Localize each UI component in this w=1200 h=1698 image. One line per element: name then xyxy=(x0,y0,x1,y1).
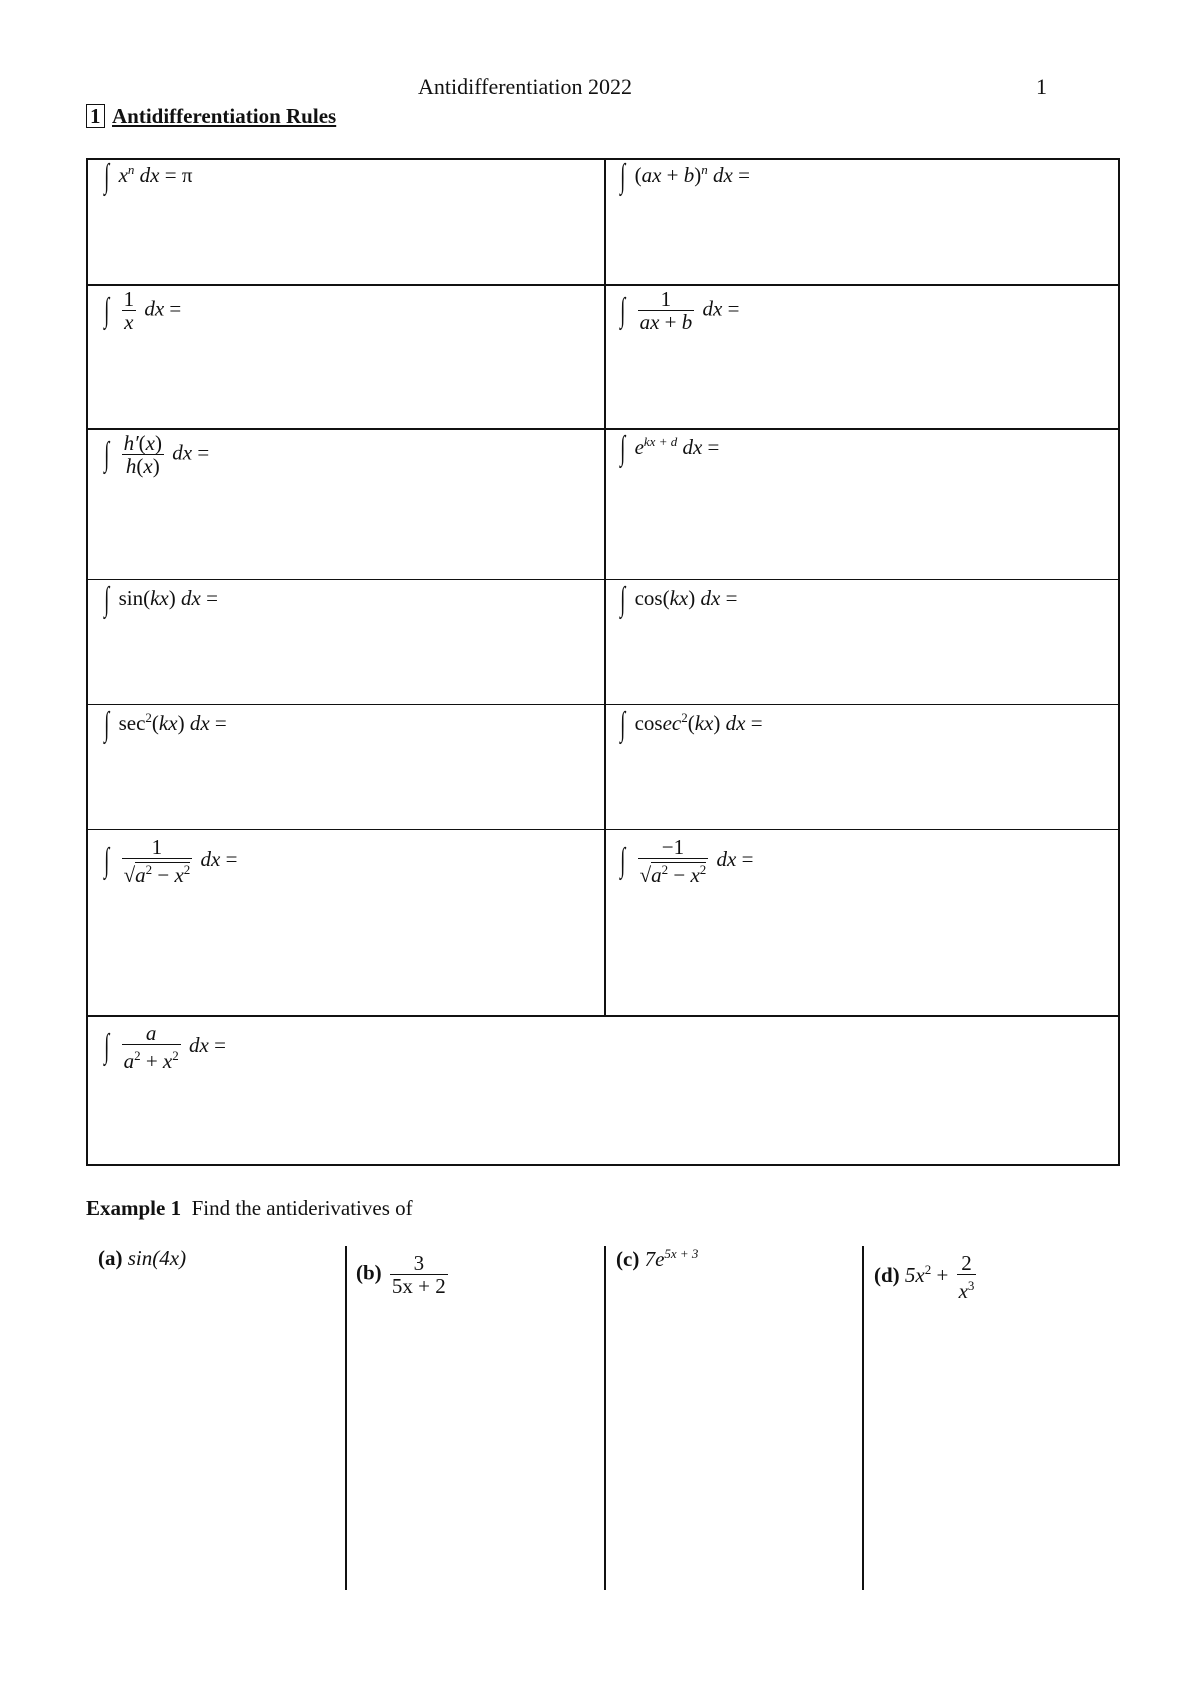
fraction: $\frac{1}{√a^2 - x^2}$ xyxy=(123,835,191,887)
rule-log-derivative: ∫ $\frac{h'(x)}{h(x)}$ dx = xyxy=(104,431,210,478)
table-row-divider xyxy=(88,284,1118,286)
fraction: $\frac{2}{x^3}$ xyxy=(958,1251,975,1303)
example-instructions: Find the antiderivatives of xyxy=(191,1196,413,1220)
rule-power: ∫ $x^n$ dx = π xyxy=(104,158,193,195)
rule-cosecant-squared: ∫ cosec$^2$(kx) dx = xyxy=(620,706,763,743)
integral-sign-icon: ∫ xyxy=(620,158,626,195)
fraction: $\frac{h'(x)}{h(x)}$ xyxy=(123,431,162,478)
fraction: $\frac{1}{x}$ xyxy=(123,287,135,334)
part-expression: sin(4x) xyxy=(127,1246,187,1270)
table-row-divider xyxy=(88,428,1118,430)
integral-sign-icon: ∫ xyxy=(620,291,626,329)
integral-sign-icon: ∫ xyxy=(104,291,110,329)
page-header-title: Antidifferentiation 2022 xyxy=(417,74,633,99)
fraction: $\frac{1}{ax + b}$ xyxy=(639,287,693,334)
example-part-d: (d) $5x^2$ + $\frac{2}{x^3}$ xyxy=(874,1251,975,1303)
integral-sign-icon: ∫ xyxy=(104,435,110,473)
column-divider xyxy=(604,1246,606,1590)
example-part-a xyxy=(98,1246,186,1271)
part-label: (b) xyxy=(356,1260,382,1285)
example-heading xyxy=(86,1196,413,1221)
section-title: Antidifferentiation Rules xyxy=(112,104,337,128)
section-number: 1 xyxy=(86,104,105,128)
integral-sign-icon: ∫ xyxy=(620,706,626,743)
column-divider xyxy=(345,1246,347,1590)
table-row-divider xyxy=(88,579,1118,580)
table-column-divider xyxy=(604,160,606,1017)
rules-table xyxy=(86,158,1120,1166)
integral-sign-icon: ∫ xyxy=(104,842,110,879)
table-row-divider xyxy=(88,1015,1118,1017)
integral-sign-icon: ∫ xyxy=(620,581,626,618)
table-row-divider xyxy=(88,829,1118,830)
integral-sign-icon: ∫ xyxy=(104,1028,110,1065)
rule-reciprocal: ∫ $\frac{1}{x}$ dx = xyxy=(104,287,182,334)
integral-sign-icon: ∫ xyxy=(104,158,110,195)
rule-linear-power: ∫ (ax + b)$^n$ dx = xyxy=(620,158,750,195)
rule-linear-reciprocal: ∫ $\frac{1}{ax + b}$ dx = xyxy=(620,287,740,334)
fraction: $\frac{a}{a^2 + x^2}$ xyxy=(123,1021,179,1073)
page-number: 1 xyxy=(1036,74,1047,99)
rule-exponential: ∫ $e^{kx + d}$ dx = xyxy=(620,430,720,467)
integral-sign-icon: ∫ xyxy=(104,581,110,618)
fraction: $\frac{-1}{√a^2 - x^2}$ xyxy=(639,835,707,887)
rule-arctan: ∫ $\frac{a}{a^2 + x^2}$ dx = xyxy=(104,1021,226,1073)
example-part-b xyxy=(356,1252,451,1297)
integral-sign-icon: ∫ xyxy=(620,842,626,879)
rule-cosine: ∫ cos(kx) dx = xyxy=(620,581,738,618)
part-base: 7e xyxy=(644,1247,665,1271)
column-divider xyxy=(862,1246,864,1590)
integral-sign-icon: ∫ xyxy=(620,430,626,467)
fraction: $\frac{3}{5x + 2}$ xyxy=(391,1251,446,1298)
rule-sine: ∫ sin(kx) dx = xyxy=(104,581,218,618)
example-part-c xyxy=(616,1246,698,1272)
integral-sign-icon: ∫ xyxy=(104,706,110,743)
part-label: (c) xyxy=(616,1247,640,1271)
example-label: Example 1 xyxy=(86,1196,182,1220)
part-exponent: 5x + 3 xyxy=(664,1246,699,1261)
table-row-divider xyxy=(88,704,1118,705)
rule-secant-squared: ∫ $\sec^2(kx)$ dx = xyxy=(104,706,227,743)
part-label: (d) xyxy=(874,1262,900,1287)
rule-arcsin: ∫ $\frac{1}{√a^2 - x^2}$ dx = xyxy=(104,835,238,887)
part-label: (a) xyxy=(98,1246,123,1270)
rule-arccos: ∫ $\frac{-1}{√a^2 - x^2}$ dx = xyxy=(620,835,754,887)
